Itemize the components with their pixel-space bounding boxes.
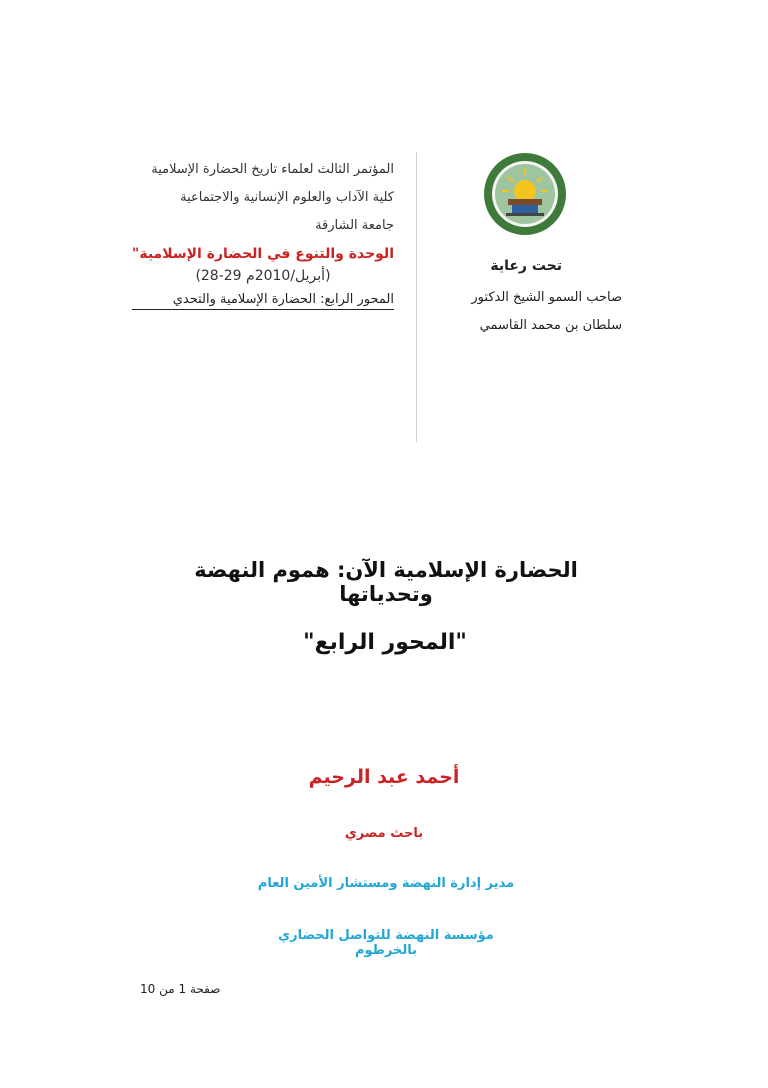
author-position-1: مدير إدارة النهضة ومستشار الأمين العام (257, 876, 515, 891)
paper-subtitle: "المحور الرابع" (303, 630, 467, 655)
patron-label: تحت رعاية (490, 258, 562, 274)
conference-line-2: كلية الآداب والعلوم الإنسانية والاجتماعية (180, 190, 394, 205)
conference-axis: المحور الرابع: الحضارة الإسلامية والتحدي (132, 292, 394, 310)
conference-title: الوحدة والتنوع في الحضارة الإسلامية" (132, 246, 394, 262)
patron-line-1: صاحب السمو الشيخ الدكتور (471, 290, 622, 305)
conference-dates: (28-29 أبريل/2010م) (195, 268, 331, 284)
conference-info (132, 160, 394, 310)
page-number: صفحة 1 من 10 (140, 982, 221, 996)
author-position-2: مؤسسة النهضة للتواصل الحضاري بالخرطوم (278, 928, 494, 958)
author-name: أحمد عبد الرحيم (308, 766, 460, 788)
paper-title: الحضارة الإسلامية الآن: هموم النهضة وتحدياتها (194, 558, 578, 606)
conference-line-3: جامعة الشارقة (315, 218, 394, 233)
university-seal-icon (482, 151, 568, 237)
patron-line-2: سلطان بن محمد القاسمي (479, 318, 622, 333)
patronage-info (430, 258, 622, 336)
author-role: باحث مصري (344, 826, 424, 841)
header-divider (416, 152, 417, 442)
conference-line-1: المؤتمر الثالث لعلماء تاريخ الحضارة الإسلامية (151, 162, 394, 177)
